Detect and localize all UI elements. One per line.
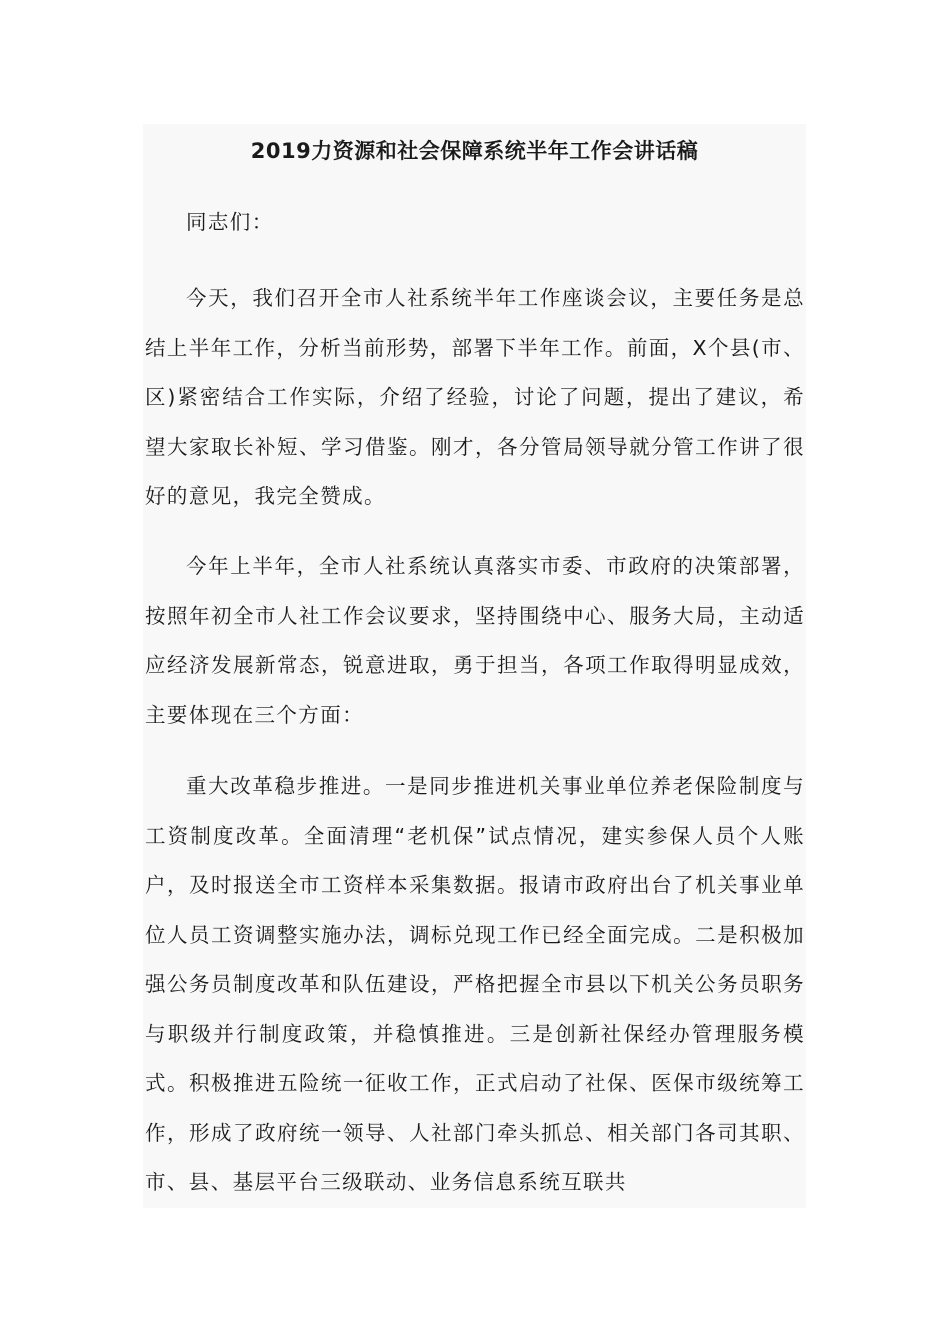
body-paragraph: 今年上半年，全市人社系统认真落实市委、市政府的决策部署，按照年初全市人社工作会议要求，坚持围绕中心、服务大局，主动适应经济发展新常态，锐意进取，勇于担当，各项工作取得明显成效，主要体现在三个方面： (145, 554, 805, 727)
greeting-paragraph: 同志们： (186, 210, 274, 234)
body-paragraph: 重大改革稳步推进。一是同步推进机关事业单位养老保险制度与工资制度改革。全面清理“老机保”试点情况，建实参保人员个人账户，及时报送全市工资样本采集数据。报请市政府出台了机关事业单位人员工资调整实施办法，调标兑现工作已经全面完成。二是积极加强公务员制度改革和队伍建设，严格把握全市县以下机关公务员职务与职级并行制度政策，并稳慎推进。三是创新社保经办管理服务模式。积极推进五险统一征收工作，正式启动了社保、医保市级统筹工作，形成了政府统一领导、人社部门牵头抓总、相关部门各司其职、市、县、基层平台三级联动、业务信息系统互联共 (145, 774, 805, 1194)
body-paragraph: 今天，我们召开全市人社系统半年工作座谈会议，主要任务是总结上半年工作，分析当前形势，部署下半年工作。前面，X个县(市、区)紧密结合工作实际，介绍了经验，讨论了问题，提出了建议，希望大家取长补短、学习借鉴。刚才，各分管局领导就分管工作讲了很好的意见，我完全赞成。 (145, 286, 805, 508)
document-page (143, 124, 806, 1208)
document-title: 2019力资源和社会保障系统半年工作会讲话稿 (250, 139, 699, 163)
